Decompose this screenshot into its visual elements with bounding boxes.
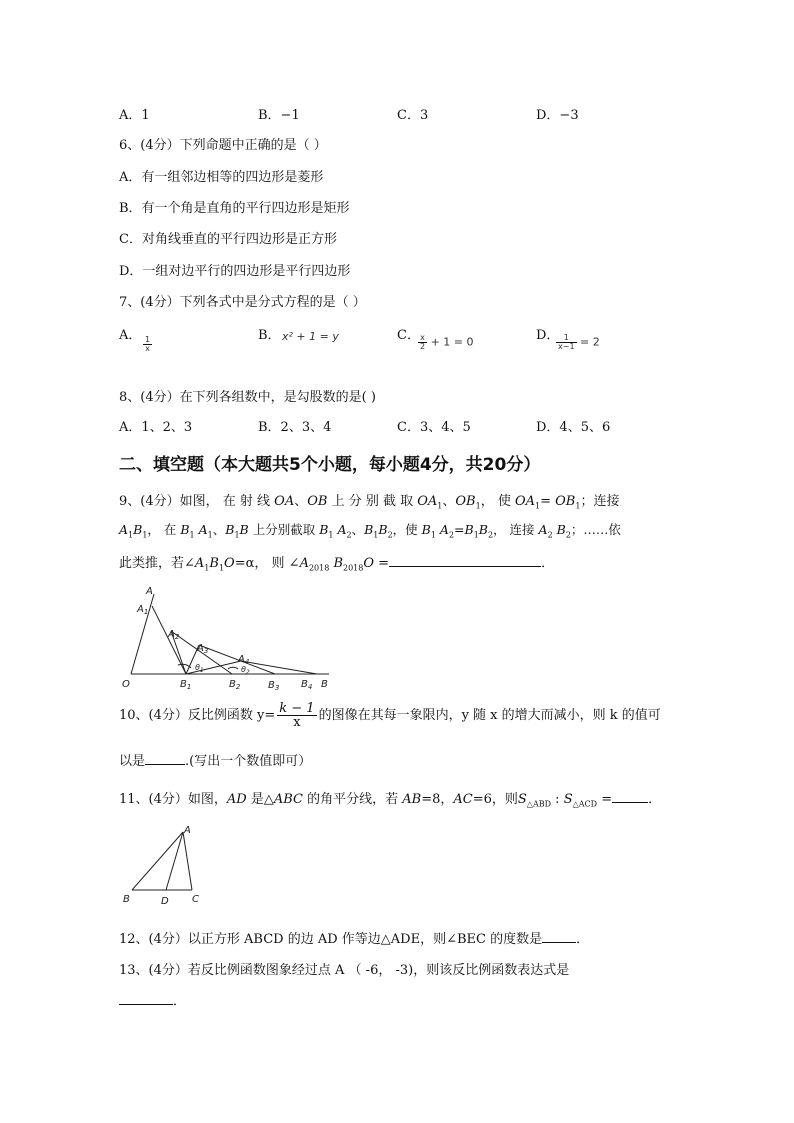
q13-answer-blank[interactable] [119, 991, 173, 1005]
q6-option-d: D．一组对边平行的四边形是平行四边形 [119, 264, 351, 279]
q11-figure [118, 822, 213, 910]
q12-answer-blank[interactable] [542, 929, 576, 943]
q9-line3: 此类推，若$\angle A_1B_1O=\alpha$， 则 $\angle A_{2018}$ $B_{2018}O$ = ． [119, 552, 554, 573]
q11-line: 11、(4分）如图，AD 是△ABC 的角平分线，若 AB=8，AC=6，则$S_{\triangle ABD}$ : $S_{\triangle ACD}$ = ． [119, 788, 661, 809]
q6-option-b: B．有一个角是直角的平行四边形是矩形 [119, 201, 350, 216]
q6-stem: 6、(4分）下列命题中正确的是（ ） [119, 138, 327, 153]
q11-answer-blank[interactable] [612, 789, 648, 803]
label-a1: $A_1$ [137, 604, 149, 616]
label-b2: $B_2$ [229, 679, 241, 691]
label-theta2: $\theta_2$ [241, 665, 250, 676]
label-a: A [146, 586, 153, 597]
q13-line2: ． [119, 990, 186, 1009]
q12-line: 12、(4分）以正方形 ABCD 的边 AD 作等边△ADE，则∠BEC 的度数是 ． [119, 928, 589, 947]
label-d: D [161, 896, 169, 907]
segment-a4b4 [241, 661, 317, 674]
q9-line1: 9、(4分）如图， 在 射 线 OA、OB 上 分 别 截 取 $OA_1$、$OB_1$， 使 $OA_1= OB_1$；连接 [119, 494, 620, 511]
label-b3: $B_3$ [268, 680, 280, 691]
segment-a3b3 [199, 645, 275, 674]
label-c: C [192, 894, 199, 905]
q7-label-c: C． [397, 328, 420, 343]
q7-stem: 7、(4分）下列各式中是分式方程的是（ ） [119, 295, 366, 310]
q7-label-b: B． [258, 328, 281, 343]
q7-option-c-expr: $\frac{x}{2}$ + 1 = 0 [420, 333, 474, 351]
q7-option-a-expr: $\frac{1}{x}$ [145, 335, 151, 353]
segment-ad [166, 832, 183, 890]
q7-label-a: A． [119, 328, 142, 343]
q5-option-c: C．3 [397, 108, 429, 123]
q9-answer-blank[interactable] [389, 553, 541, 567]
q13-line1: 13、(4分）若反比例函数图象经过点 A （ -6， -3)，则该反比例函数表达式是 [119, 963, 570, 978]
segment-ac [183, 832, 192, 890]
q7-option-b-expr: x² + 1 = y [282, 330, 339, 343]
q10-fraction: $\frac{k - 1}{x}$ [279, 701, 315, 730]
label-o: O [122, 679, 130, 690]
q8-stem: 8、(4分）在下列各组数中，是勾股数的是( ) [119, 390, 376, 405]
label-a: A [184, 825, 191, 836]
label-b: B [321, 679, 328, 690]
label-a3: $A_3$ [197, 643, 209, 655]
q8-option-b: B．2、3、4 [258, 420, 332, 435]
q8-option-d: D．4、5、6 [536, 420, 611, 435]
q7-label-d: D． [536, 328, 560, 343]
q7-option-d-expr: $\frac{1}{x-1}$ = 2 [558, 333, 600, 351]
label-a4: $A_4$ [238, 654, 250, 666]
q5-option-b: B．−1 [258, 108, 300, 123]
segment-ab [132, 832, 183, 890]
q10-line2: 以是 .(写出一个数值即可） [119, 750, 311, 769]
q8-option-a: A．1、2、3 [119, 420, 193, 435]
label-b4: $B_4$ [301, 679, 313, 691]
q5-option-d: D．−3 [536, 108, 579, 123]
q10-line1: 10、(4分）反比例函数 y= $\frac{k - 1}{x}$ 的图像在其每一象限内，y 随 x 的增大而减小，则 k 的值可 [119, 701, 661, 730]
q8-option-c: C．3、4、5 [397, 420, 471, 435]
angle-arc-theta2 [228, 667, 238, 669]
q9-line2: $A_1B_1$， 在 $B_1$ $A_1$、$B_1B$ 上分别截取 $B_1$ $A_2$、$B_1B_2$，使 $B_1$ $A_2=B_1B_2$， 连接 $A_2$ $B_2$；……依 [119, 522, 621, 540]
label-theta1: $\theta_1$ [195, 663, 204, 674]
label-a2: $A_2$ [168, 629, 180, 641]
q9-figure [115, 583, 340, 691]
q6-option-a: A．有一组邻边相等的四边形是菱形 [119, 170, 324, 185]
q5-option-a: A．1 [119, 108, 150, 123]
label-b: B [123, 894, 130, 905]
section2-heading: 二、填空题（本大题共5个小题，每小题4分，共20分） [119, 455, 541, 475]
label-b1: $B_1$ [180, 679, 192, 691]
q6-option-c: C．对角线垂直的平行四边形是正方形 [119, 232, 337, 247]
q10-answer-blank[interactable] [145, 751, 185, 765]
